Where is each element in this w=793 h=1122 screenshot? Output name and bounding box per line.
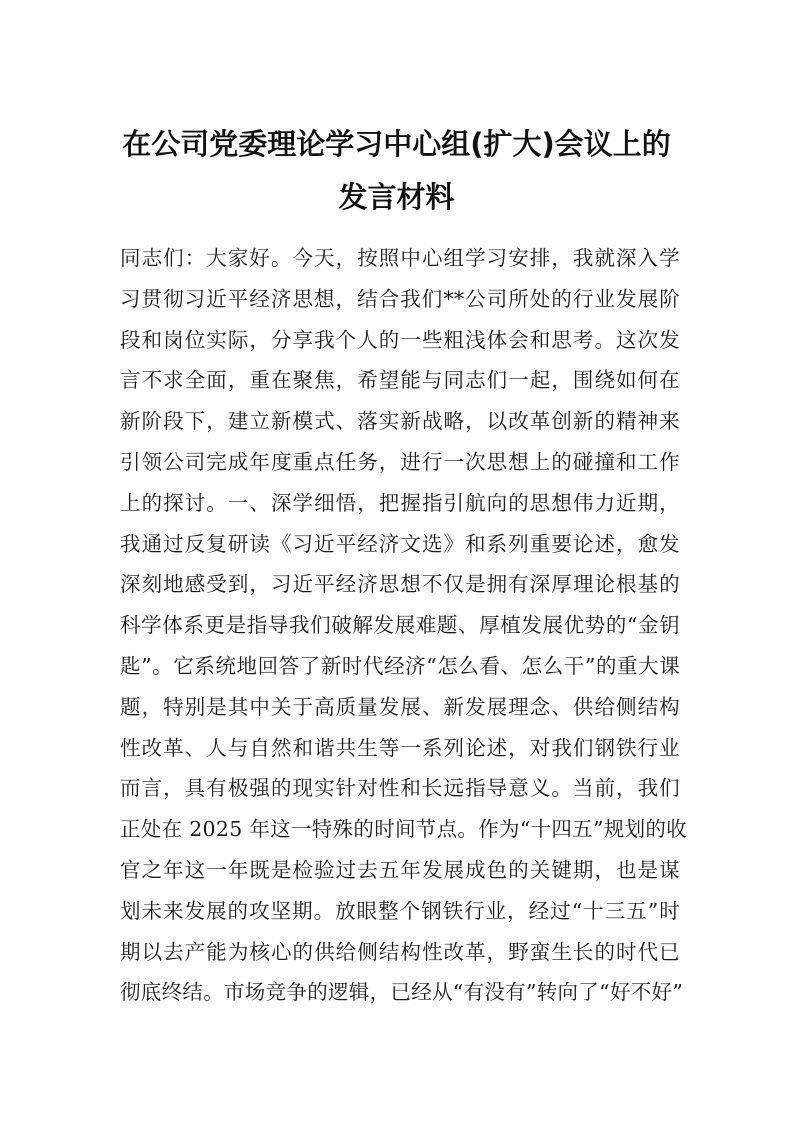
body-line: 深刻地感受到，习近平经济思想不仅是拥有深厚理论根基的	[120, 572, 680, 597]
body-line: 彻底终结。市场竞争的逻辑，已经从“有没有”转向了“好不好”	[120, 980, 684, 1005]
document-body	[120, 238, 687, 1013]
body-line: 引领公司完成年度重点任务，进行一次思想上的碰撞和工作	[120, 449, 680, 474]
body-line: 正处在 2025 年这一特殊的时间节点。作为“十四五”规划的收	[120, 817, 687, 842]
body-line: 性改革、人与自然和谐共生等一系列论述，对我们钢铁行业	[120, 735, 680, 760]
body-line: 段和岗位实际，分享我个人的一些粗浅体会和思考。这次发	[120, 327, 680, 352]
body-line: 官之年这一年既是检验过去五年发展成色的关键期，也是谋	[120, 857, 680, 882]
body-line: 题，特别是其中关于高质量发展、新发展理念、供给侧结构	[120, 694, 680, 719]
body-line: 上的探讨。一、深学细悟，把握指引航向的思想伟力近期，	[120, 490, 680, 515]
body-line: 同志们：大家好。今天，按照中心组学习安排，我就深入学	[120, 246, 680, 270]
body-line: 新阶段下，建立新模式、落实新战略，以改革创新的精神来	[120, 409, 680, 434]
document-title	[100, 118, 693, 224]
body-line: 习贯彻习近平经济思想，结合我们**公司所处的行业发展阶	[120, 286, 680, 311]
body-line: 而言，具有极强的现实针对性和长远指导意义。当前，我们	[120, 776, 680, 801]
title-line: 发言材料	[338, 180, 455, 214]
body-line: 言不求全面，重在聚焦，希望能与同志们一起，围绕如何在	[120, 368, 680, 393]
body-line: 科学体系更是指导我们破解发展难题、厚植发展优势的“金钥	[120, 613, 680, 638]
body-line: 期以去产能为核心的供给侧结构性改革，野蛮生长的时代已	[120, 939, 680, 964]
title-line: 在公司党委理论学习中心组(扩大)会议上的	[122, 127, 671, 161]
body-line: 划未来发展的攻坚期。放眼整个钢铁行业，经过“十三五”时	[120, 898, 680, 923]
body-line: 我通过反复研读《习近平经济文选》和系列重要论述，愈发	[120, 531, 680, 556]
body-line: 匙”。它系统地回答了新时代经济“怎么看、怎么干”的重大课	[120, 653, 680, 678]
